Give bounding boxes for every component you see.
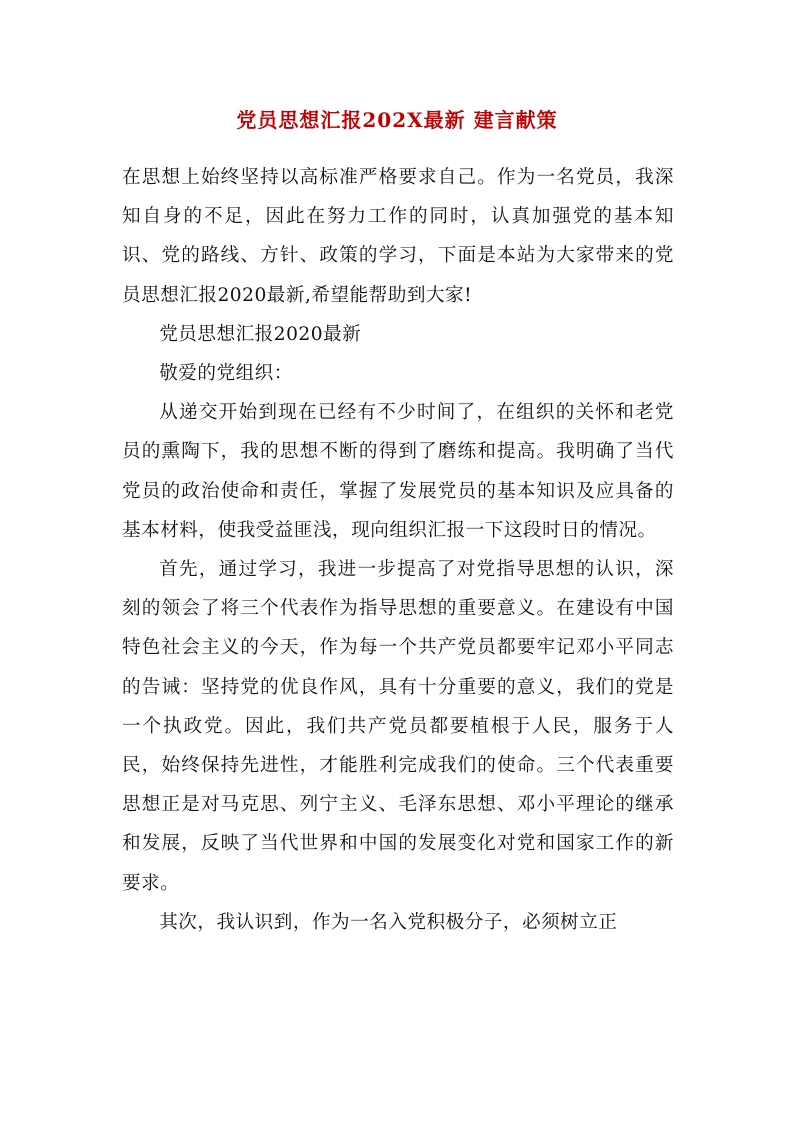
document-body	[122, 158, 674, 942]
document-title: 党员思想汇报202X最新 建言献策	[236, 108, 558, 132]
paragraph-salutation: 敬爱的党组织：	[159, 363, 293, 385]
paragraph-body-3: 其次，我认识到，作为一名入党积极分子，必须树立正	[159, 911, 618, 933]
paragraph-body-1: 从递交开始到现在已经有不少时间了，在组织的关怀和老党员的熏陶下，我的思想不断的得到了磨练和提高。我明确了当代党员的政治使命和责任，掌握了发展党员的基本知识及应具备的基本材料，使我受益匪浅，现向组织汇报一下这段时日的情况。	[122, 402, 674, 541]
paragraph-subheading: 党员思想汇报2020最新	[159, 323, 362, 345]
paragraph-body-2: 首先，通过学习，我进一步提高了对党指导思想的认识，深刻的领会了将三个代表作为指导思想的重要意义。在建设有中国特色社会主义的今天，作为每一个共产党员都要牢记邓小平同志的告诫：坚持党的优良作风，具有十分重要的意义，我们的党是一个执政党。因此，我们共产党员都要植根于人民，服务于人民，始终保持先进性，才能胜利完成我们的使命。三个代表重要思想正是对马克思、列宁主义、毛泽东思想、邓小平理论的继承和发展，反映了当代世界和中国的发展变化对党和国家工作的新要求。	[122, 559, 674, 894]
paragraph-intro: 在思想上始终坚持以高标准严格要求自己。作为一名党员，我深知自身的不足，因此在努力工作的同时，认真加强党的基本知识、党的路线、方针、政策的学习，下面是本站为大家带来的党员思想汇报2020最新,希望能帮助到大家!	[122, 167, 674, 306]
